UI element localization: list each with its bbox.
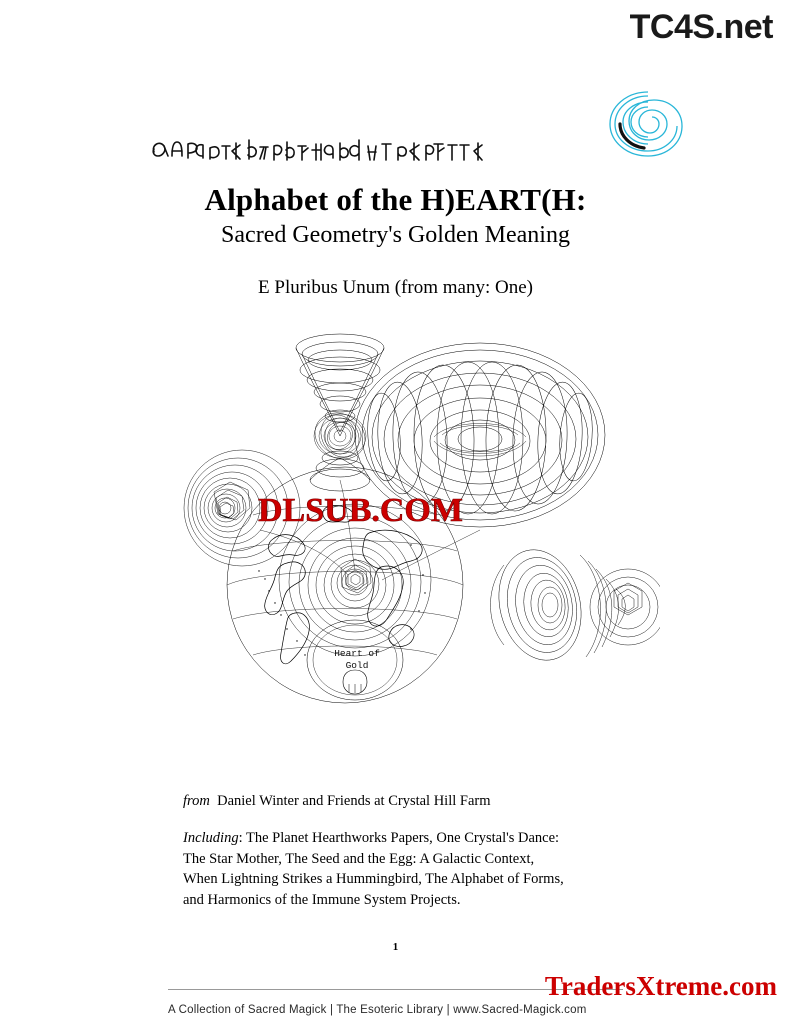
heart-of-gold-label: Heart of Gold [334,648,380,671]
footer-attribution: A Collection of Sacred Magick | The Esoteric Library | www.Sacred-Magick.com [168,1004,587,1016]
page-title: Alphabet of the H)EART(H: [204,182,587,217]
page-motto: E Pluribus Unum (from many: One) [258,277,533,298]
watermark-center: DLSUB.COM [258,492,463,529]
page-number: 1 [392,941,399,953]
credit-author-line [183,793,491,810]
watermark-top-right: TC4S.net [629,8,773,46]
credit-including-block [183,828,643,910]
credit-including-prefix: Including [183,830,239,846]
credit-including-line-1: The Star Mother, The Seed and the Egg: A Galactic Context, [183,850,535,867]
spiral-logo-icon [604,88,692,160]
credit-including-line-2: When Lightning Strikes a Hummingbird, The Alphabet of Forms, [183,871,564,887]
glyph-script-title [148,126,488,168]
credit-from-text: Daniel Winter and Friends at Crystal Hill Farm [217,793,491,809]
credit-including-line-0: : The Planet Hearthworks Papers, One Crystal's Dance: [238,830,560,846]
page-subtitle: Sacred Geometry's Golden Meaning [221,222,570,248]
credit-including-line-3: and Harmonics of the Immune System Projects. [183,891,461,908]
sacred-geometry-figure [150,330,660,730]
credit-from-prefix: from [183,793,210,809]
watermark-bottom-right: TradersXtreme.com [544,971,777,1001]
